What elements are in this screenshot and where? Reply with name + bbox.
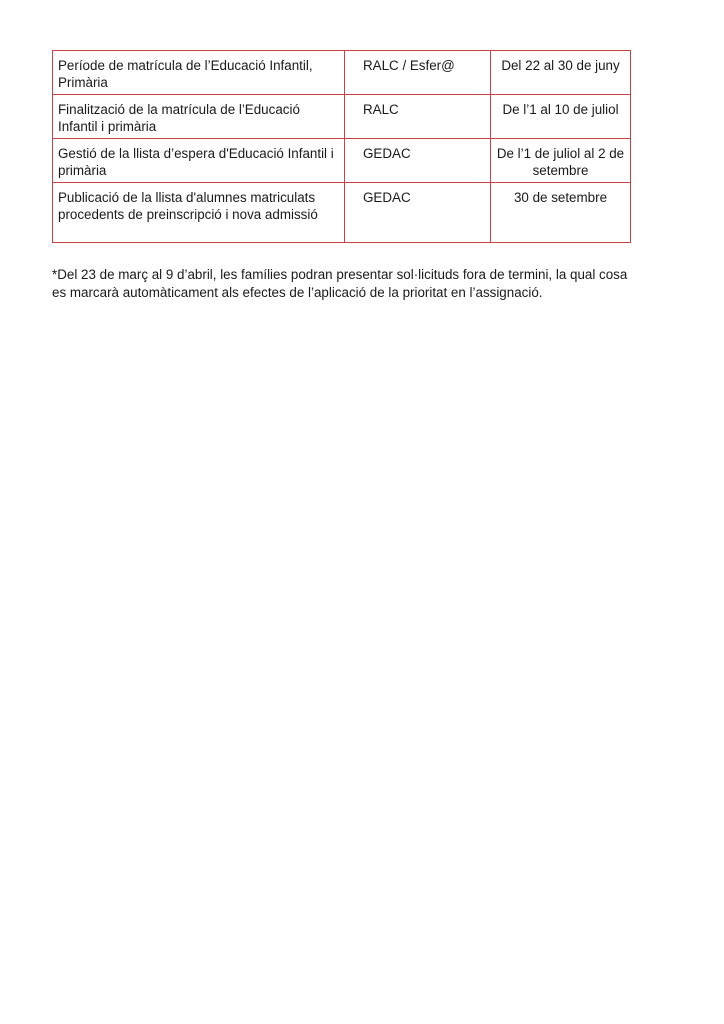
calendar-table [52, 50, 631, 243]
table-row [53, 51, 631, 95]
activity-cell: Finalització de la matrícula de l’Educació Infantil i primària [53, 95, 345, 139]
system-cell: GEDAC [345, 183, 491, 243]
table-row [53, 95, 631, 139]
system-cell: RALC / Esfer@ [345, 51, 491, 95]
system-cell: RALC [345, 95, 491, 139]
table-row [53, 183, 631, 243]
activity-cell: Gestió de la llista d’espera d'Educació Infantil i primària [53, 139, 345, 183]
system-cell: GEDAC [345, 139, 491, 183]
dates-cell: De l’1 de juliol al 2 de setembre [491, 139, 631, 183]
activity-cell: Període de matrícula de l’Educació Infantil, Primària [53, 51, 345, 95]
dates-cell: 30 de setembre [491, 183, 631, 243]
dates-cell: Del 22 al 30 de juny [491, 51, 631, 95]
table-row [53, 139, 631, 183]
dates-cell: De l’1 al 10 de juliol [491, 95, 631, 139]
activity-cell: Publicació de la llista d'alumnes matriculats procedents de preinscripció i nova admissió [53, 183, 345, 243]
footnote: *Del 23 de març al 9 d’abril, les famílies podran presentar sol·licituds fora de termini, la qual cosa es marcarà automàticament als efectes de l’aplicació de la prioritat en l’assignació. [52, 267, 628, 300]
